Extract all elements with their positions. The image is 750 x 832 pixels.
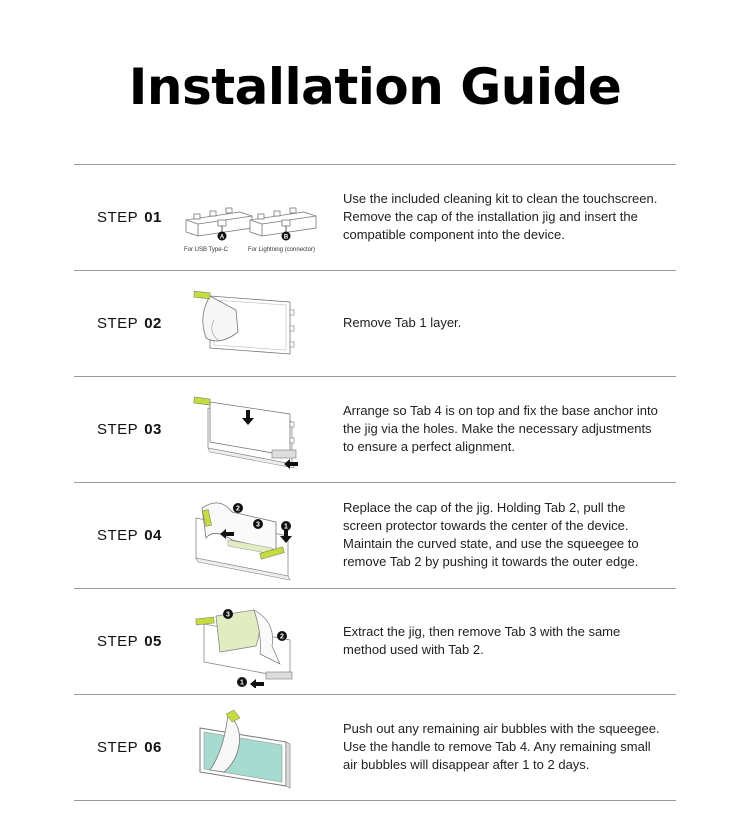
step-number: 01 (144, 208, 162, 226)
step-description: Use the included cleaning kit to clean the touchscreen. Remove the cap of the installation jig and insert the compatible component into the device. (343, 191, 658, 242)
step-description: Push out any remaining air bubbles with the squeegee. Use the handle to remove Tab 4. Any remaining small air bubbles will disappear after 1 to 2 days. (343, 721, 660, 772)
step-word: STEP (97, 314, 139, 332)
step-number: 04 (144, 526, 162, 544)
step-label (97, 164, 162, 270)
step-word: STEP (97, 526, 139, 544)
step-label (97, 694, 162, 800)
step-word: STEP (97, 420, 139, 438)
pull-tab-2-illustration (180, 488, 330, 582)
tab-1-icon (194, 291, 211, 299)
step-description: Remove Tab 1 layer. (343, 315, 462, 330)
svg-text:1: 1 (284, 523, 288, 531)
step-number: 05 (144, 632, 162, 650)
step-row-05 (74, 588, 676, 694)
step-description: Replace the cap of the jig. Holding Tab 2, pull the screen protector towards the center of the device. Maintain the curved state, and use the squeegee to remove Tab 2 by pushing it towards the outer edge. (343, 500, 639, 569)
align-on-jig-illustration (180, 382, 330, 476)
step-number: 06 (144, 738, 162, 756)
step-number: 02 (144, 314, 162, 332)
svg-text:3: 3 (256, 521, 260, 529)
tab-3-icon (196, 617, 215, 625)
caption-lightning: For Lightning (connector) (248, 247, 316, 253)
caption-usb-c: For USB Type-C (184, 247, 228, 253)
svg-text:2: 2 (236, 505, 240, 513)
step-number: 03 (144, 420, 162, 438)
step-label (97, 376, 162, 482)
step-label (97, 482, 162, 588)
arrow-left-icon (250, 679, 264, 688)
tab-4-icon (194, 397, 211, 405)
step-word: STEP (97, 738, 139, 756)
step-label (97, 270, 162, 376)
step-description: Extract the jig, then remove Tab 3 with the same method used with Tab 2. (343, 624, 621, 657)
step-row-03 (74, 376, 676, 482)
jig-icon (272, 450, 296, 458)
divider (74, 800, 676, 801)
step-row-06 (74, 694, 676, 800)
step-label (97, 588, 162, 694)
svg-text:B: B (283, 234, 289, 241)
step-description: Arrange so Tab 4 is on top and fix the base anchor into the jig via the holes. Make the necessary adjustments to ensure a perfect alignment. (343, 403, 658, 454)
step-word: STEP (97, 208, 139, 226)
svg-text:A: A (219, 234, 225, 241)
page-title: Installation Guide (128, 58, 622, 116)
step-word: STEP (97, 632, 139, 650)
step-row-04 (74, 482, 676, 588)
jig-components-illustration (180, 170, 330, 264)
peel-tab-1-illustration (180, 276, 330, 370)
jig-icon (266, 672, 292, 679)
remove-tab-3-illustration (180, 594, 330, 688)
svg-text:1: 1 (240, 679, 244, 687)
final-peel-illustration (180, 700, 330, 794)
step-row-02 (74, 270, 676, 376)
svg-text:2: 2 (280, 633, 284, 641)
step-row-01 (74, 164, 676, 270)
svg-text:3: 3 (226, 611, 230, 619)
